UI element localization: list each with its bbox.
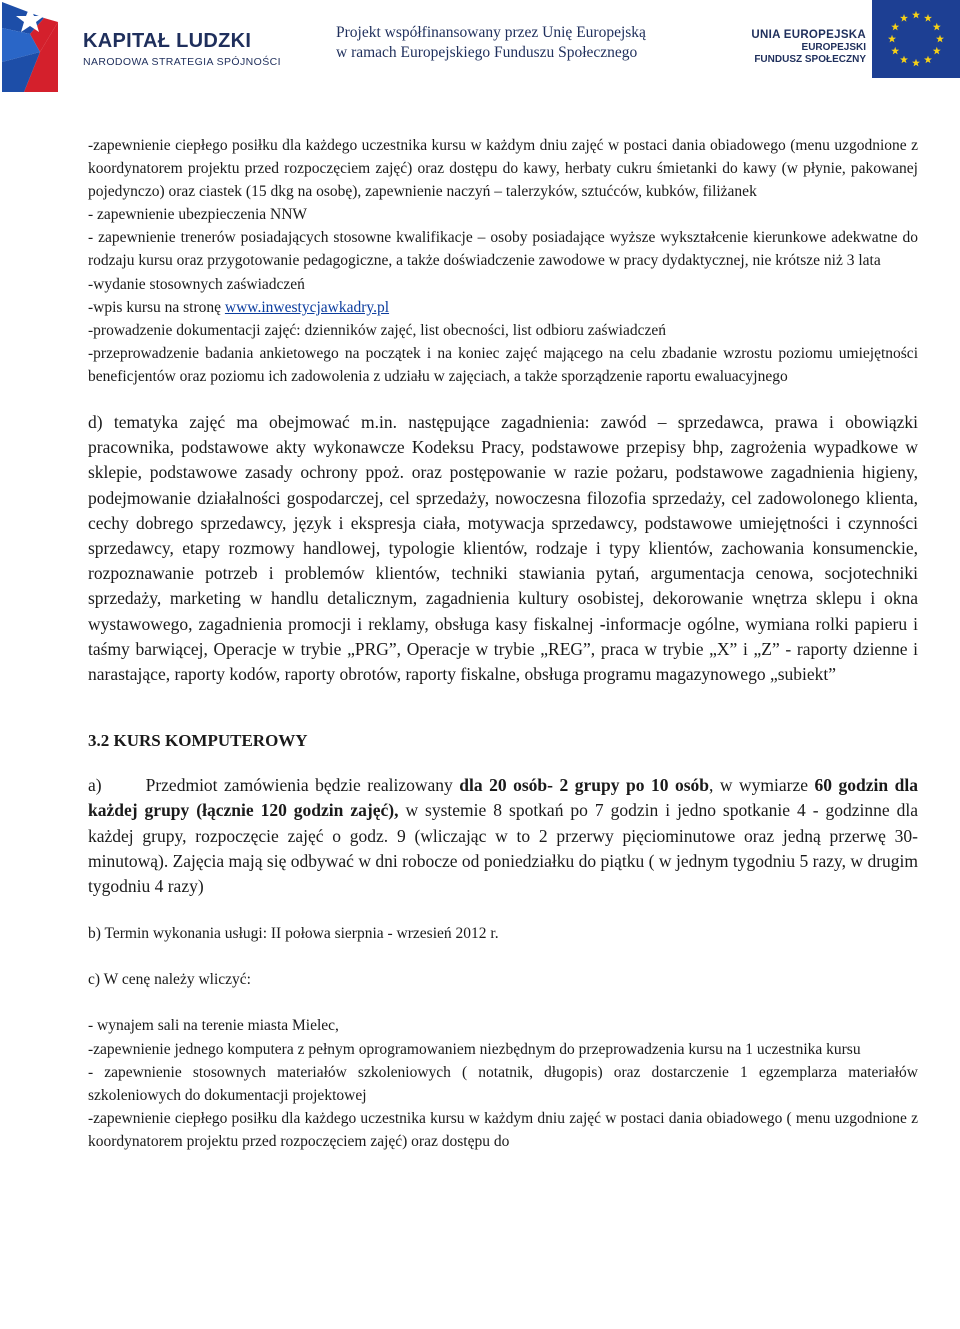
line-certificates: -wydanie stosownych zaświadczeń (88, 275, 305, 293)
item-c-price-includes: c) W cenę należy wliczyć: (88, 971, 251, 989)
logo-title: KAPITAŁ LUDZKI (83, 30, 252, 52)
website-prefix: -wpis kursu na stronę (88, 298, 225, 316)
item-a-label: a) (88, 775, 102, 796)
kapital-ludzki-logo (0, 0, 300, 95)
eu-line-1: UNIA EUROPEJSKA (751, 29, 866, 41)
topics-part-1: d) tematyka zajęć ma obejmować m.in. następujące zagadnienia: zawód – sprzedawca, prawa i obowiązki pracownika, podstawowe akty wykonawcze Kodeksu Pracy, podstawowe przepisy bhp, zagrożenia wypadkowe w sklepie, podstawowe zasady ochrony ppoż. oraz postępowanie w razie pożaru, podstawowe zagadnienia higieny, podejmowanie działalności gospodarczej, cel sprzedaży, nowoczesna filozofia sprzedaży, cel zadowolonego klienta, cechy dobrego sprzedawcy, język i ekspresja ciała, motywacja sprzedawcy, podstawowe umiejętności i czynności sprzedawcy, etapy rozmowy handlowej, typologie klientów, rodzaje i typy klientów, zachowania konsumenckie, rozpoznawanie potrzeb i problemów klientów, techniki stawiania pytań, argumentacja cenowa, socjotechniki sprzedaży, marketing w handlu detalicznym, zagadnienia kultury osobistej, dekorowanie wnętrza sklepu i okna wystawowego, zagadnienia promocji i reklamy, obsługa kasy fiskalnej (88, 412, 918, 634)
website-link[interactable]: www.inwestycjawkadry.pl (224, 298, 390, 316)
item-a-bold-2: 60 godzin dla każdej grupy (łącznie 120 godzin zajęć), (88, 775, 918, 821)
paragraph-trainers: - zapewnienie trenerów posiadających stosowne kwalifikacje – osoby posiadające wyższe wykształcenie kierunkowe adekwatne do rodzaju kursu oraz przygotowanie pedagogiczne, a także doświadczenie zawodowe w pracy dydaktycznej, nie krótsze niż 3 lata (88, 229, 918, 270)
topics-part-2: informacje ogólne, wymiana rolki papieru i taśmy barwiącej, Operacje w trybie „PRG”, Operacje w trybie „REG”, praca w trybie „X” i „Z” - raporty dzienne i narastające, raporty kodów, raporty obrotów, raporty fiskalne, obsługa programu magazynowego „subiekt” (88, 613, 918, 685)
item-b-deadline: b) Termin wykonania usługi: II połowa sierpnia - wrzesień 2012 r. (88, 925, 499, 943)
item-a-text-1: Przedmiot zamówienia będzie realizowany (145, 775, 460, 796)
eu-logo-text (750, 29, 866, 66)
eu-line-3: FUNDUSZ SPOŁECZNY (754, 54, 866, 65)
eu-line-2: EUROPEJSKI (801, 42, 866, 53)
project-line-1: Projekt współfinansowany przez Unię Europejską (336, 24, 646, 41)
paragraph-course-topics (88, 410, 918, 687)
item-a-text-2: , w wymiarze (709, 775, 815, 796)
paragraph-order-subject (88, 773, 918, 899)
paragraph-survey: -przeprowadzenie badania ankietowego na początek i na koniec zajęć mającego na celu zbadanie wzrostu poziomu umiejętności beneficjentów oraz poziomu ich zadowolenia z udziału w zajęciach, a także sporządzenie raportu ewaluacyjnego (88, 344, 918, 385)
topics-bold-dash: - (599, 613, 606, 634)
item-a-text-3: w systemie 8 spotkań po 7 godzin i jedno spotkanie 4 - godzinne dla każdej grupy, rozpoczęcie zajęć o godz. 9 (wliczając w to 2 przerwy pięciominutowe oraz jedną przerwę 30-minutową). Zajęcia mają się odbywać w dni robocze od poniedziałku do piątku ( w jednym tygodniu 5 razy, w drugim tygodniu 4 razy) (88, 800, 918, 897)
item-hall-rental: - wynajem sali na terenie miasta Mielec, (88, 1017, 339, 1035)
item-materials: - zapewnienie stosownych materiałów szkoleniowych ( notatnik, długopis) oraz dostarczenie 1 egzemplarza materiałów szkoleniowych do dokumentacji projektowej (88, 1063, 918, 1104)
paragraph-meal-coffee: -zapewnienie ciepłego posiłku dla każdego uczestnika kursu w każdym dniu zajęć w postaci dania obiadowego (menu uzgodnione z koordynatorem projektu przed rozpoczęciem zajęć) oraz dostępu do kawy, herbaty cukru śmietanki do kawy (w płynie, pakowanej pojedynczo) oraz ciastek (15 dkg na osobę), zapewnienie naczyń – talerzyków, sztućców, kubków, filiżanek (88, 137, 918, 201)
item-computer: -zapewnienie jednego komputera z pełnym oprogramowaniem niezbędnym do przeprowadzenia kursu na 1 uczestnika kursu (88, 1040, 861, 1058)
item-meal: -zapewnienie ciepłego posiłku dla każdego uczestnika kursu w każdym dniu zajęć w postaci dania obiadowego ( menu uzgodnione z koordynatorem projektu przed rozpoczęciem zajęć) oraz dostępu do (88, 1109, 918, 1150)
section-heading-computer-course: 3.2 KURS KOMPUTEROWY (88, 731, 308, 751)
project-cofinancing-note (336, 23, 676, 63)
item-a-bold-1: dla 20 osób- 2 grupy po 10 osób (459, 775, 710, 796)
document-body (88, 134, 918, 1153)
line-insurance-nnw: - zapewnienie ubezpieczenia NNW (88, 206, 308, 224)
eu-flag-icon (872, 0, 960, 78)
kapital-ludzki-emblem-icon (0, 0, 80, 95)
project-line-2: w ramach Europejskiego Funduszu Społecznego (336, 44, 638, 61)
page-header (0, 0, 960, 100)
line-website (88, 296, 918, 319)
line-documentation: -prowadzenie dokumentacji zajęć: dzienników zajęć, list obecności, list odbioru zaświadczeń (88, 321, 667, 339)
logo-subtitle: NARODOWA STRATEGIA SPÓJNOŚCI (83, 56, 281, 68)
